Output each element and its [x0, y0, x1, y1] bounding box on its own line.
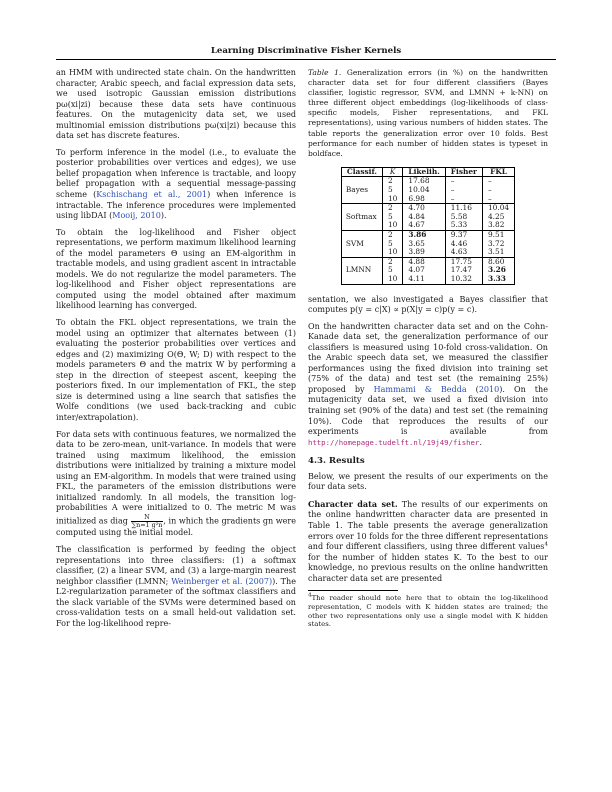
- table-value: 5.58: [450, 211, 468, 221]
- table-value: 10: [387, 193, 398, 203]
- table-value: 8.60: [487, 256, 505, 266]
- table-value: –: [450, 176, 455, 186]
- section-heading: 4.3. Results: [308, 456, 365, 467]
- results-table: [341, 167, 515, 285]
- K-cell: [382, 257, 402, 284]
- footnote: $^4$The reader should note here that to obtain the log-likelihood representation, C models with K hidden states are trained; the other two representations only use a single model with K hidden states.: [308, 592, 548, 629]
- table-row: [341, 257, 514, 284]
- left-column: [56, 68, 296, 635]
- table-value: –: [487, 185, 492, 195]
- citation-link[interactable]: Hammami & Bedda: [373, 384, 467, 394]
- paragraph-emission: an HMM with undirected state chain. On the handwritten character, Arabic speech, and facial expression data sets, we used isotropic Gaussian emission distributions pω(xi|zi) because these data sets have continuous features. On the mutagenicity data set, we used multinomial emission distributions pω(xi|zi) because this data set has discrete features.: [56, 68, 296, 141]
- table-value: –: [487, 176, 492, 186]
- table-value: 10: [387, 273, 398, 283]
- paragraph-bayes: sentation, we also investigated a Bayes classifier that computes p(y = c|X) ∝ p(X|y = c)p(y = c).: [308, 294, 548, 315]
- table-value: 9.51: [487, 230, 505, 239]
- table-row: [341, 231, 514, 258]
- running-header: Learning Discriminative Fisher Kernels: [56, 46, 556, 60]
- table-value: 4.11: [408, 273, 425, 283]
- table-value: 10.04: [408, 185, 430, 195]
- footnote-marker[interactable]: 4: [544, 541, 548, 548]
- table-value: 4.88: [408, 256, 425, 266]
- table-value: 17.68: [408, 176, 430, 186]
- likelih-cell: [403, 231, 445, 258]
- table-value: 17.47: [450, 265, 472, 275]
- header-likelihood: Likelih.: [403, 167, 445, 177]
- paragraph-classification: The classification is performed by feeding the object representations into three classifiers: (1) a softmax classifier, (2) a linear SVM, and (3) a large-margin nearest neighbor classifier (LMNN; Weinberger et al. (2007)). The L2-regularization parameter of the softmax classifiers and the slack variable of the SVMs were determined based on cross-validation tests on a small held-out validation set. For the log-likelihood repre-: [56, 545, 296, 628]
- fisher-cell: [445, 204, 482, 231]
- table-value: 3.89: [408, 247, 425, 257]
- table-value: 5: [387, 211, 393, 221]
- table-value: 6.98: [408, 193, 425, 203]
- citation-link[interactable]: 2010: [478, 384, 500, 394]
- K-cell: [382, 177, 402, 204]
- table-value: 3.65: [408, 238, 425, 248]
- header-k: K: [382, 167, 402, 177]
- table-value: –: [487, 193, 492, 203]
- citation-link[interactable]: Mooij, 2010: [112, 211, 161, 221]
- header-fisher: Fisher: [445, 167, 482, 177]
- table-value: 11.16: [450, 203, 472, 213]
- citation-link[interactable]: Kschischang et al., 2001: [96, 190, 208, 200]
- classifier-cell: Softmax: [341, 204, 382, 231]
- table-value: 3.51: [487, 247, 505, 257]
- table-value: –: [450, 185, 455, 195]
- table-row: [341, 177, 514, 204]
- table-caption: Table 1. Generalization errors (in %) on the handwritten character data set for four different classifiers (Bayes classifier, logistic regressor, SVM, and LMNN + k-NN) on three different object embeddings (log-likelihoods of class-specific models, Fisher representations, and FKL representations), using various numbers of hidden states. The table reports the generalization error over 10 folds. Best performance for each number of hidden states is typeset in boldface.: [308, 68, 549, 158]
- classifier-cell: LMNN: [341, 257, 382, 284]
- table-value: 4.07: [408, 265, 425, 275]
- fisher-cell: [445, 231, 482, 258]
- fisher-cell: [445, 257, 482, 284]
- table-value: 3.82: [487, 220, 505, 230]
- table-value: 4.46: [450, 238, 468, 248]
- table-value: 10: [387, 220, 398, 230]
- fkl-cell: [482, 204, 514, 231]
- paragraph-results-intro: Below, we present the results of our experiments on the four data sets.: [308, 471, 548, 492]
- table-value: 2: [387, 230, 393, 239]
- paragraph-inference: To perform inference in the model (i.e., to evaluate the posterior probabilities over vertices and edges), we use belief propagation when inference is tractable, and loopy belief propagation with a sequential message-passing scheme (Kschischang et al., 2001) when inference is intractable. The inference procedures were implemented using libDAI (Mooij, 2010).: [56, 147, 296, 221]
- classifier-cell: Bayes: [341, 177, 382, 204]
- fisher-cell: [445, 177, 482, 204]
- header-fkl: FKL: [482, 167, 514, 177]
- fkl-cell: [482, 257, 514, 284]
- table-value: 3.86: [408, 230, 427, 239]
- table-value: 3.72: [487, 238, 505, 248]
- code-url-link[interactable]: http://homepage.tudelft.nl/19j49/fisher: [308, 437, 480, 447]
- likelih-cell: [403, 204, 445, 231]
- K-cell: [382, 231, 402, 258]
- paragraph-initialization: For data sets with continuous features, we normalized the data to be zero-mean, unit-variance. In models that were trained using maximum likelihood, the emission distributions were initialized by training a mixture model using an EM-algorithm. In models that were trained using FKL, the parameters of the emission distributions were initialized randomly. In all models, the transition log-probabilities A were initialized to 0. The metric M was initialized as diag $\frac{N}{\text{∑n=1 g²n}}$ , in which the gradients gn were computed using the initial model.: [56, 429, 297, 538]
- table-row: [341, 204, 514, 231]
- paragraph-evaluation: On the handwritten character data set and on the Cohn-Kanade data set, the generalization performance of our classifiers is measured using 10-fold cross-validation. On the Arabic speech data set, we measured the classifier performances using the fixed division into training set (75% of the data) and test set (the remaining 25%) proposed by Hammami & Bedda (2010). On the mutagenicity data set, we used a fixed division into training set (90% of the data) and test set (the remaining 10%). Code that reproduces the results of our experiments is available from http://homepage.tudelft.nl/19j49/fisher.: [308, 321, 548, 447]
- table-value: 17.75: [450, 256, 472, 266]
- citation-link[interactable]: Weinberger et al. (2007): [171, 576, 273, 586]
- table-value: 9.37: [450, 230, 468, 239]
- table-value: 5: [387, 265, 393, 275]
- table-value: 4.25: [487, 211, 505, 221]
- metric-fraction: $\frac{N}{\text{∑n=1 g²n}}$: [131, 512, 163, 529]
- classifier-cell: SVM: [341, 231, 382, 258]
- table-value: 2: [387, 256, 393, 266]
- paragraph-fkl-training: To obtain the FKL object representations, we train the model using an optimizer that alternates between (1) evaluating the posterior probabilities over vertices and edges and (2) maximizing O(Θ, W; D) with respect to the models parameters Θ and the matrix W by performing a step in the direction of steepest ascent, keeping the posteriors fixed. In our implementation of FKL, the step size is determined using a line search that satisfies the Wolfe conditions (we used back-tracking and cubic inter/extrapolation).: [56, 318, 296, 422]
- header-classifier: Classif.: [341, 167, 382, 177]
- table-value: 10.32: [450, 273, 472, 283]
- table-value: 4.63: [450, 247, 468, 257]
- table-value: 5: [387, 185, 393, 195]
- table-value: 3.26: [487, 265, 506, 275]
- right-column: [308, 68, 548, 629]
- likelih-cell: [403, 177, 445, 204]
- paragraph-character-data: Character data set. The results of our experiments on the online handwritten character data are presented in Table 1. The table presents the average generalization errors over 10 folds for the three different representations and four different classifiers, using three different values$^4$ for the number of hidden states K. To the best to our knowledge, no previous results on the online handwritten character data set are presented: [308, 498, 548, 583]
- table-value: 3.33: [487, 273, 506, 283]
- fkl-cell: [482, 231, 514, 258]
- paragraph-ml-learning: To obtain the log-likelihood and Fisher object representations, we perform maximum likelihood learning of the model parameters Θ using an EM-algorithm in tractable models, and using gradient ascent in intractable models. We do not regularize the model parameters. The log-likelihood and Fisher object representations are computed using the model obtained after maximum likelihood learning has converged.: [56, 227, 296, 311]
- table-value: 5: [387, 238, 393, 248]
- footnote-divider: [308, 590, 398, 591]
- table-value: –: [450, 193, 455, 203]
- table-value: 4.67: [408, 220, 425, 230]
- likelih-cell: [403, 257, 445, 284]
- table-value: 4.84: [408, 211, 425, 221]
- K-cell: [382, 204, 402, 231]
- table-value: 5.33: [450, 220, 468, 230]
- table-value: 2: [387, 203, 393, 213]
- table-value: 10.04: [487, 203, 510, 213]
- table-value: 2: [387, 176, 393, 186]
- table-value: 4.70: [408, 203, 425, 213]
- fkl-cell: [482, 177, 514, 204]
- table-value: 10: [387, 247, 398, 257]
